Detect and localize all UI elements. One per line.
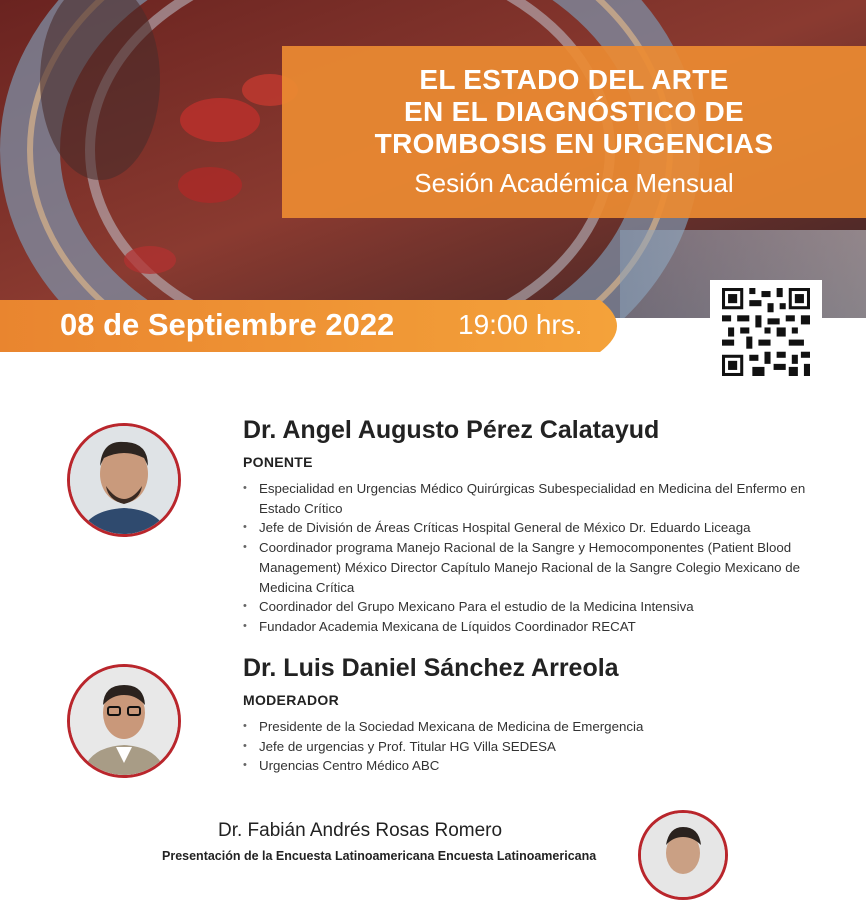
speaker-3-description: Presentación de la Encuesta Latinoamericana Encuesta Latinoamericana — [162, 849, 597, 863]
speaker-1-credentials — [243, 479, 823, 637]
list-item: • Fundador Academia Mexicana de Líquidos Coordinador RECAT — [243, 617, 823, 637]
list-item: • Jefe de División de Áreas Críticas Hospital General de México Dr. Eduardo Liceaga — [243, 518, 823, 538]
avatar-speaker-3 — [638, 810, 728, 900]
qr-code-card[interactable] — [710, 280, 822, 384]
list-item: • Especialidad en Urgencias Médico Quirúrgicas Subespecialidad en Medicina del Enfermo en Estado Crítico — [243, 479, 823, 518]
person-photo-icon — [70, 667, 178, 775]
hero-banner — [0, 0, 866, 318]
speaker-3-name: Dr. Fabián Andrés Rosas Romero — [218, 820, 503, 841]
speaker-1-name: Dr. Angel Augusto Pérez Calatayud — [243, 416, 660, 444]
person-photo-icon — [641, 813, 725, 897]
list-item: • Coordinador del Grupo Mexicano Para el estudio de la Medicina Intensiva — [243, 597, 823, 617]
event-title-line-3: TROMBOSIS EN URGENCIAS — [374, 128, 774, 159]
event-time: 19:00 hrs. — [458, 309, 583, 340]
list-item: • Coordinador programa Manejo Racional de la Sangre y Hemocomponentes (Patient Blood Management) México Director Capítulo Manejo Racional de la Sangre Colegio Mexicano de Medicina Crítica — [243, 538, 823, 597]
list-item: • Urgencias Centro Médico ABC — [243, 756, 823, 776]
speaker-1-role: PONENTE — [243, 454, 313, 470]
title-box — [282, 46, 866, 218]
event-date: 08 de Septiembre 2022 — [60, 307, 395, 342]
speaker-2-role: MODERADOR — [243, 692, 340, 708]
qr-code-icon[interactable] — [722, 288, 810, 376]
event-subtitle: Sesión Académica Mensual — [414, 168, 734, 198]
event-title-line-1: EL ESTADO DEL ARTE — [419, 64, 729, 95]
speaker-2-credentials — [243, 717, 823, 776]
speaker-2-name: Dr. Luis Daniel Sánchez Arreola — [243, 654, 619, 682]
avatar-speaker-2 — [67, 664, 181, 778]
event-title-line-2: EN EL DIAGNÓSTICO DE — [404, 96, 744, 127]
list-item: • Jefe de urgencias y Prof. Titular HG Villa SEDESA — [243, 737, 823, 757]
person-photo-icon — [70, 426, 178, 534]
list-item: • Presidente de la Sociedad Mexicana de Medicina de Emergencia — [243, 717, 823, 737]
avatar-speaker-1 — [67, 423, 181, 537]
